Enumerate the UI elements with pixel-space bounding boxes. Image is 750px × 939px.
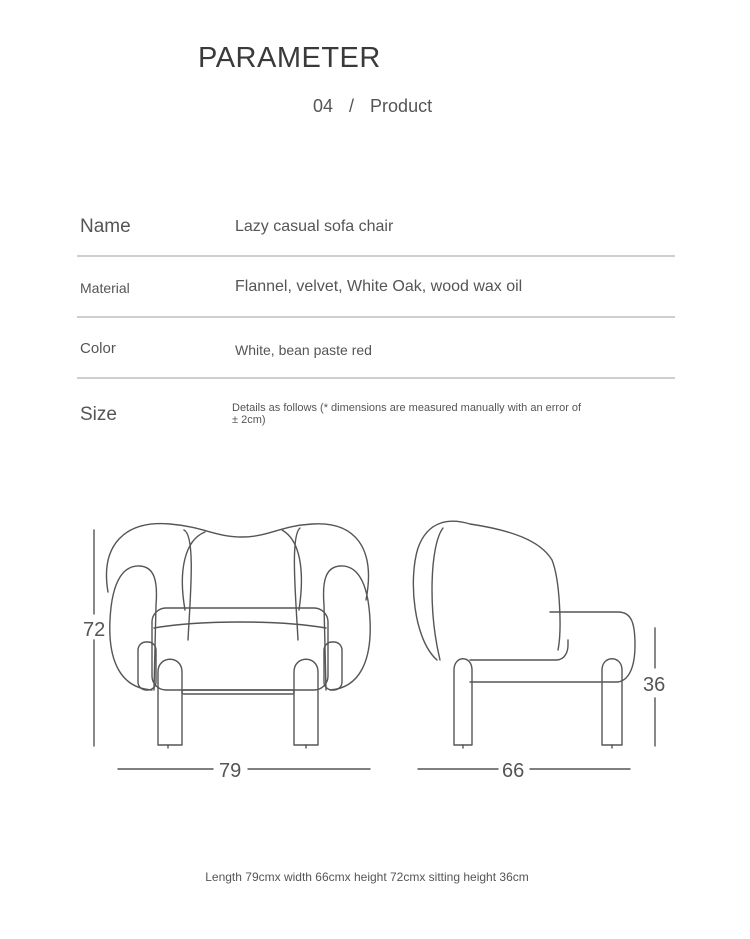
- param-value: Flannel, velvet, White Oak, wood wax oil: [235, 278, 523, 295]
- dim-label-seat-height: 36: [643, 674, 666, 696]
- dim-label-side-depth: 66: [502, 760, 525, 782]
- dim-label-front-width: 79: [219, 760, 242, 782]
- chair-side-view: [413, 521, 635, 748]
- param-label: Size: [80, 404, 117, 425]
- section-name: Product: [370, 96, 433, 116]
- section-number: 04: [313, 96, 334, 116]
- dim-label-front-height: 72: [83, 619, 106, 641]
- param-label: Name: [80, 216, 131, 237]
- dimensions-caption: Length 79cmx width 66cmx height 72cmx sitting height 36cm: [205, 870, 529, 884]
- param-value: Lazy casual sofa chair: [235, 218, 394, 235]
- param-label: Material: [80, 280, 130, 296]
- param-label: Color: [80, 340, 116, 357]
- param-value: Details as follows (* dimensions are measured manually with an error of ± 2cm): [232, 402, 582, 426]
- param-value: White, bean paste red: [235, 342, 372, 358]
- section-separator: /: [349, 96, 355, 116]
- chair-front-view: [107, 524, 371, 748]
- page-title: PARAMETER: [198, 42, 381, 74]
